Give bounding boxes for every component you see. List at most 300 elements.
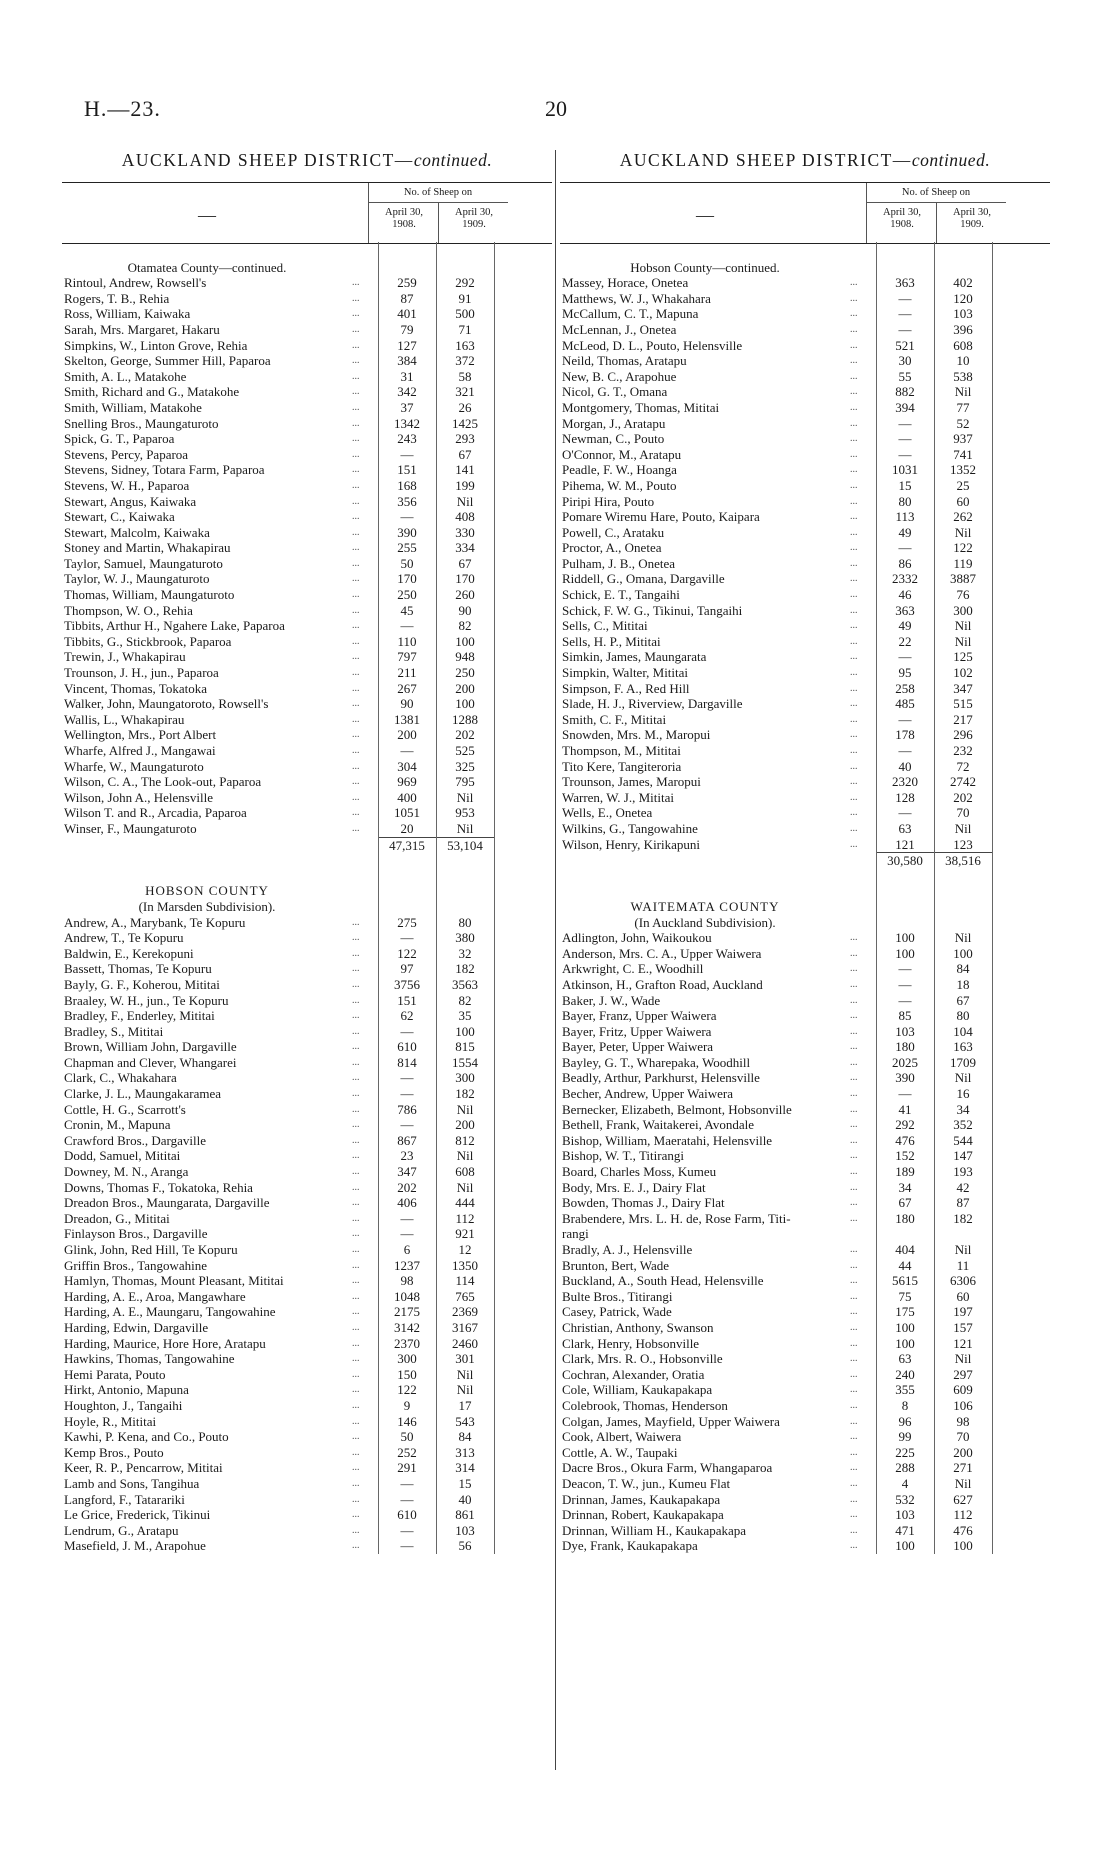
leader-dots: ... bbox=[850, 1493, 858, 1505]
sheep-1909: 18 bbox=[956, 976, 970, 992]
leader-dots: ... bbox=[850, 1509, 858, 1521]
sheep-1909: 193 bbox=[953, 1164, 973, 1180]
leader-dots: ... bbox=[352, 1540, 360, 1552]
owner-name: Thomas, William, Maungaturoto bbox=[64, 587, 235, 603]
leader-dots: ... bbox=[352, 978, 360, 990]
sheep-1908: — bbox=[400, 618, 414, 634]
table-row bbox=[62, 727, 552, 743]
owner-name: McLeod, D. L., Pouto, Helensville bbox=[562, 337, 743, 353]
owner-name: Schick, E. T., Tangaihi bbox=[562, 587, 680, 603]
owner-name: Wilson, C. A., The Look-out, Paparoa bbox=[64, 774, 262, 790]
owner-name: Smith, Richard and G., Matakohe bbox=[64, 384, 240, 400]
right-table-header bbox=[560, 182, 1050, 244]
sheep-1909: Nil bbox=[954, 384, 972, 400]
header-group: No. of Sheep on bbox=[403, 187, 473, 198]
sheep-1909: 163 bbox=[953, 1039, 973, 1055]
table-row bbox=[560, 977, 1050, 993]
table-row bbox=[62, 1538, 552, 1554]
owner-name: Neild, Thomas, Aratapu bbox=[562, 353, 687, 369]
sheep-1908: 390 bbox=[397, 524, 417, 540]
table-row bbox=[62, 961, 552, 977]
sheep-1909: 163 bbox=[455, 337, 475, 353]
leader-dots: ... bbox=[352, 589, 360, 601]
header-col-1909: April 30, 1909. bbox=[953, 207, 991, 230]
sheep-1909: 795 bbox=[455, 774, 475, 790]
leader-dots: ... bbox=[850, 1197, 858, 1209]
leader-dots: ... bbox=[850, 433, 858, 445]
sheep-1908: 355 bbox=[895, 1382, 915, 1398]
owner-name: Le Grice, Frederick, Tikinui bbox=[64, 1507, 211, 1523]
sheep-1909: 147 bbox=[953, 1148, 973, 1164]
leader-dots: ... bbox=[352, 1306, 360, 1318]
table-row bbox=[62, 915, 552, 931]
leader-dots: ... bbox=[850, 760, 858, 772]
sheep-1908: — bbox=[400, 1023, 414, 1039]
sheep-1908: — bbox=[898, 961, 912, 977]
sheep-1908: — bbox=[400, 1475, 414, 1491]
table-row bbox=[62, 1460, 552, 1476]
leader-dots: ... bbox=[352, 1119, 360, 1131]
leader-dots: ... bbox=[850, 604, 858, 616]
table-row bbox=[560, 353, 1050, 369]
owner-name: Matthews, W. J., Whakahara bbox=[562, 290, 711, 306]
sheep-1909: 100 bbox=[455, 1023, 475, 1039]
sheep-1909: 232 bbox=[953, 743, 973, 758]
leader-dots: ... bbox=[850, 1119, 858, 1131]
leader-dots: ... bbox=[850, 417, 858, 429]
table-row bbox=[62, 291, 552, 307]
sheep-1909: Nil bbox=[954, 524, 972, 540]
leader-dots: ... bbox=[352, 1337, 360, 1349]
owner-name: Wilson T. and R., Arcadia, Paparoa bbox=[64, 805, 247, 821]
sheep-1909: 6306 bbox=[950, 1273, 976, 1289]
total-1908: 47,315 bbox=[378, 837, 436, 854]
leader-dots: ... bbox=[352, 682, 360, 694]
leader-dots: ... bbox=[352, 1509, 360, 1521]
owner-name: Sells, C., Mititai bbox=[562, 618, 648, 634]
leader-dots: ... bbox=[850, 1181, 858, 1193]
leader-dots: ... bbox=[352, 698, 360, 710]
sheep-1909: Nil bbox=[954, 930, 972, 946]
leader-dots: ... bbox=[352, 557, 360, 569]
table-row bbox=[62, 462, 552, 478]
sheep-1908: 404 bbox=[895, 1242, 915, 1257]
owner-name: Brunton, Bert, Wade bbox=[562, 1257, 670, 1273]
table-row bbox=[560, 1258, 1050, 1274]
table-row bbox=[560, 1164, 1050, 1180]
owner-name: Cottle, H. G., Scarrott's bbox=[64, 1101, 186, 1117]
leader-dots: ... bbox=[352, 386, 360, 398]
sheep-1908: 23 bbox=[400, 1148, 414, 1164]
sheep-1908: 113 bbox=[895, 509, 915, 525]
sheep-1908: 225 bbox=[895, 1444, 915, 1460]
leader-dots: ... bbox=[850, 1306, 858, 1318]
sheep-1909: 80 bbox=[956, 1008, 970, 1024]
table-row bbox=[560, 338, 1050, 354]
sheep-1908: 86 bbox=[898, 555, 912, 571]
table-row bbox=[62, 369, 552, 385]
sheep-1909: 2742 bbox=[950, 774, 976, 790]
leader-dots: ... bbox=[352, 1134, 360, 1146]
owner-name: Clarke, J. L., Maungakaramea bbox=[64, 1086, 222, 1102]
sheep-1908: — bbox=[898, 805, 912, 821]
table-row bbox=[560, 540, 1050, 556]
table-row bbox=[560, 1070, 1050, 1086]
leader-dots: ... bbox=[850, 1321, 858, 1333]
sheep-1908: 1031 bbox=[892, 462, 918, 478]
table-row bbox=[62, 1336, 552, 1352]
sheep-1909: 543 bbox=[455, 1413, 475, 1429]
table-row bbox=[560, 1117, 1050, 1133]
sheep-1909: 119 bbox=[953, 555, 973, 571]
owner-name: Glink, John, Red Hill, Te Kopuru bbox=[64, 1242, 238, 1257]
sheep-1908: 521 bbox=[895, 337, 915, 353]
column-rule bbox=[992, 242, 993, 1554]
table-row bbox=[62, 1258, 552, 1274]
sheep-1909: 200 bbox=[455, 1117, 475, 1133]
sheep-1908: 2025 bbox=[892, 1054, 918, 1070]
leader-dots: ... bbox=[352, 932, 360, 944]
table-row bbox=[560, 774, 1050, 790]
sheep-1909: 17 bbox=[458, 1397, 472, 1413]
sheep-1909: 1709 bbox=[950, 1054, 976, 1070]
sheep-1909: 104 bbox=[953, 1023, 973, 1039]
leader-dots: ... bbox=[352, 807, 360, 819]
leader-dots: ... bbox=[352, 292, 360, 304]
sheep-1908: 202 bbox=[397, 1179, 417, 1195]
sheep-1909: 2369 bbox=[452, 1304, 478, 1320]
sheep-1908: 22 bbox=[898, 633, 912, 649]
leader-dots: ... bbox=[352, 729, 360, 741]
table-row bbox=[560, 712, 1050, 728]
sheep-1909: 98 bbox=[956, 1413, 970, 1429]
leader-dots: ... bbox=[352, 479, 360, 491]
table-row bbox=[62, 338, 552, 354]
leader-dots: ... bbox=[352, 1041, 360, 1053]
sheep-1908: 99 bbox=[898, 1429, 912, 1445]
sheep-1908: 62 bbox=[400, 1008, 414, 1024]
leader-dots: ... bbox=[850, 277, 858, 289]
owner-name: Kemp Bros., Pouto bbox=[64, 1444, 164, 1460]
sheep-1908: — bbox=[898, 540, 912, 556]
section-heading: HOBSON COUNTY bbox=[145, 883, 269, 899]
owner-name: Stevens, Sidney, Totara Farm, Paparoa bbox=[64, 462, 265, 478]
table-row bbox=[62, 275, 552, 291]
owner-name: Arkwright, C. E., Woodhill bbox=[562, 961, 704, 977]
sheep-1908: 250 bbox=[397, 587, 417, 603]
owner-name: Harding, Maurice, Hore Hore, Aratapu bbox=[64, 1335, 266, 1351]
table-row bbox=[560, 1289, 1050, 1305]
sheep-1909: 84 bbox=[956, 961, 970, 977]
sheep-1909: 260 bbox=[455, 587, 475, 603]
leader-dots: ... bbox=[352, 620, 360, 632]
sheep-1908: 96 bbox=[898, 1413, 912, 1429]
header-rule bbox=[368, 202, 508, 203]
leader-dots: ... bbox=[850, 1025, 858, 1037]
sheep-1908: 258 bbox=[895, 680, 915, 696]
sheep-1908: 356 bbox=[397, 493, 417, 509]
sheep-1908: 40 bbox=[898, 758, 912, 774]
sheep-1909: 250 bbox=[455, 665, 475, 681]
sheep-1909: 182 bbox=[455, 961, 475, 977]
table-row bbox=[62, 1492, 552, 1508]
leader-dots: ... bbox=[850, 713, 858, 725]
owner-name: Dodd, Samuel, Mititai bbox=[64, 1148, 181, 1164]
leader-dots: ... bbox=[352, 713, 360, 725]
leader-dots: ... bbox=[850, 1056, 858, 1068]
table-row bbox=[560, 1102, 1050, 1118]
owner-name: Drinnan, William H., Kaukapakapa bbox=[562, 1522, 747, 1538]
table-row bbox=[560, 805, 1050, 821]
left-rows bbox=[62, 244, 552, 1554]
leader-dots: ... bbox=[850, 822, 858, 834]
leader-dots: ... bbox=[850, 1041, 858, 1053]
owner-name: rangi bbox=[562, 1226, 589, 1242]
table-row bbox=[560, 478, 1050, 494]
sheep-1909: 948 bbox=[455, 649, 475, 665]
owner-name: Spick, G. T., Paparoa bbox=[64, 431, 175, 447]
sheep-1909: Nil bbox=[456, 789, 474, 805]
table-row bbox=[560, 961, 1050, 977]
right-rows bbox=[560, 244, 1050, 1554]
leader-dots: ... bbox=[850, 776, 858, 788]
owner-name: Sells, H. P., Mititai bbox=[562, 633, 661, 649]
owner-name: Masefield, J. M., Arapohue bbox=[64, 1538, 206, 1554]
sheep-1909: 202 bbox=[953, 789, 973, 805]
sheep-1909: 347 bbox=[953, 680, 973, 696]
sheep-1908: — bbox=[400, 1210, 414, 1226]
sheep-1909: 334 bbox=[455, 540, 475, 556]
sheep-1909: 627 bbox=[953, 1491, 973, 1507]
sheep-1908: 80 bbox=[898, 493, 912, 509]
header-rule bbox=[866, 202, 1006, 203]
sheep-1909: 26 bbox=[458, 399, 472, 415]
table-row bbox=[560, 462, 1050, 478]
leader-dots: ... bbox=[352, 277, 360, 289]
sheep-1909: 402 bbox=[953, 275, 973, 291]
sheep-1908: 390 bbox=[895, 1070, 915, 1086]
leader-dots: ... bbox=[850, 1477, 858, 1489]
sheep-1908: 211 bbox=[397, 665, 417, 681]
sheep-1908: 292 bbox=[895, 1117, 915, 1133]
owner-name: Stoney and Martin, Whakapirau bbox=[64, 540, 231, 556]
leader-dots: ... bbox=[850, 994, 858, 1006]
sheep-1908: 85 bbox=[898, 1008, 912, 1024]
owner-name: Skelton, George, Summer Hill, Paparoa bbox=[64, 353, 271, 369]
leader-dots: ... bbox=[850, 386, 858, 398]
leader-dots: ... bbox=[352, 822, 360, 834]
leader-dots: ... bbox=[850, 947, 858, 959]
owner-name: O'Connor, M., Aratapu bbox=[562, 446, 682, 462]
table-row bbox=[62, 1164, 552, 1180]
leader-dots: ... bbox=[352, 401, 360, 413]
owner-name: Powell, C., Arataku bbox=[562, 524, 665, 540]
section-heading: Otamatea County—continued. bbox=[127, 259, 287, 275]
leader-dots: ... bbox=[352, 1477, 360, 1489]
sheep-1908: — bbox=[400, 1491, 414, 1507]
sheep-1909: 608 bbox=[455, 1164, 475, 1180]
sheep-1908: 189 bbox=[895, 1164, 915, 1180]
sheep-1908: 9 bbox=[403, 1397, 411, 1413]
owner-name: Tito Kere, Tangiteroria bbox=[562, 758, 682, 774]
sheep-1908: 100 bbox=[895, 1319, 915, 1335]
leader-dots: ... bbox=[850, 698, 858, 710]
leader-dots: ... bbox=[850, 932, 858, 944]
sheep-1908: 394 bbox=[895, 399, 915, 415]
sheep-1909: 114 bbox=[455, 1273, 475, 1289]
leader-dots: ... bbox=[352, 1150, 360, 1162]
sheep-1909: 34 bbox=[956, 1101, 970, 1117]
table-row bbox=[560, 1398, 1050, 1414]
leader-dots: ... bbox=[352, 776, 360, 788]
leader-dots: ... bbox=[850, 1088, 858, 1100]
sheep-1908: 122 bbox=[397, 945, 417, 961]
table-row bbox=[62, 525, 552, 541]
owner-name: Smith, A. L., Matakohe bbox=[64, 368, 187, 384]
sheep-1908: 304 bbox=[397, 758, 417, 774]
sheep-1908: 67 bbox=[898, 1195, 912, 1211]
leader-dots: ... bbox=[352, 448, 360, 460]
sheep-1908: 50 bbox=[400, 555, 414, 571]
owner-name: Christian, Anthony, Swanson bbox=[562, 1319, 714, 1335]
page-code: H.—23. bbox=[84, 96, 161, 121]
owner-name: Bayer, Peter, Upper Waiwera bbox=[562, 1039, 714, 1055]
sheep-1908: 384 bbox=[397, 353, 417, 369]
sheep-1909: 16 bbox=[956, 1086, 970, 1102]
leader-dots: ... bbox=[850, 791, 858, 803]
sheep-1909: 123 bbox=[953, 836, 973, 852]
header-divider bbox=[438, 202, 439, 243]
sheep-1908: 103 bbox=[895, 1023, 915, 1039]
sheep-1909: 325 bbox=[455, 758, 475, 774]
owner-name: Simkin, James, Maungarata bbox=[562, 649, 707, 665]
owner-name: Smith, C. F., Mititai bbox=[562, 711, 667, 727]
table-row bbox=[62, 1195, 552, 1211]
leader-dots: ... bbox=[850, 401, 858, 413]
right-column-title bbox=[560, 150, 1050, 176]
table-row bbox=[560, 1242, 1050, 1258]
table-row bbox=[560, 1008, 1050, 1024]
table-row bbox=[62, 790, 552, 806]
owner-name: Thompson, M., Mititai bbox=[562, 743, 681, 758]
sheep-1909: 300 bbox=[455, 1070, 475, 1086]
sheep-1908: — bbox=[400, 930, 414, 946]
sheep-1908: 152 bbox=[895, 1148, 915, 1164]
table-row bbox=[560, 993, 1050, 1009]
owner-name: Simpkins, W., Linton Grove, Rehia bbox=[64, 337, 248, 353]
sheep-1908: 63 bbox=[898, 1351, 912, 1367]
owner-name: Bayly, G. F., Koherou, Mititai bbox=[64, 976, 220, 992]
table-row bbox=[62, 1133, 552, 1149]
sheep-1908: 2175 bbox=[394, 1304, 420, 1320]
column-rule bbox=[876, 242, 877, 1554]
owner-name: Wilson, Henry, Kirikapuni bbox=[562, 836, 700, 852]
sheep-1909: Nil bbox=[954, 1242, 972, 1257]
owner-name: Riddell, G., Omana, Dargaville bbox=[562, 571, 725, 587]
table-row bbox=[560, 1055, 1050, 1071]
sheep-1909: 56 bbox=[458, 1538, 472, 1554]
leader-dots: ... bbox=[850, 464, 858, 476]
sheep-1909: 372 bbox=[455, 353, 475, 369]
sheep-1909: 3563 bbox=[452, 976, 478, 992]
leader-dots: ... bbox=[352, 947, 360, 959]
sheep-1909: 1554 bbox=[452, 1054, 478, 1070]
table-row bbox=[560, 1086, 1050, 1102]
table-row bbox=[560, 322, 1050, 338]
leader-dots: ... bbox=[352, 495, 360, 507]
table-row bbox=[560, 1460, 1050, 1476]
leader-dots: ... bbox=[850, 1072, 858, 1084]
owner-name: Stevens, W. H., Paparoa bbox=[64, 477, 190, 493]
table-row bbox=[560, 1351, 1050, 1367]
owner-name: Montgomery, Thomas, Mititai bbox=[562, 399, 720, 415]
table-row bbox=[560, 1024, 1050, 1040]
owner-name: Hoyle, R., Mititai bbox=[64, 1413, 157, 1429]
sheep-1908: — bbox=[400, 1070, 414, 1086]
owner-name: Morgan, J., Aratapu bbox=[562, 415, 666, 431]
sheep-1909: Nil bbox=[954, 820, 972, 836]
leader-dots: ... bbox=[850, 729, 858, 741]
leader-dots: ... bbox=[352, 1181, 360, 1193]
sheep-1908: — bbox=[898, 992, 912, 1008]
sheep-1908: 127 bbox=[397, 337, 417, 353]
owner-name: Walker, John, Maungatoroto, Rowsell's bbox=[64, 696, 269, 712]
sheep-1909: 2460 bbox=[452, 1335, 478, 1351]
sheep-1908: — bbox=[400, 1522, 414, 1538]
leader-dots: ... bbox=[352, 1290, 360, 1302]
leader-dots: ... bbox=[850, 978, 858, 990]
section-heading: WAITEMATA COUNTY bbox=[630, 898, 780, 914]
sheep-1909: 121 bbox=[953, 1335, 973, 1351]
sheep-1909: 103 bbox=[455, 1522, 475, 1538]
owner-name: Hawkins, Thomas, Tangowahine bbox=[64, 1351, 235, 1367]
leader-dots: ... bbox=[352, 916, 360, 928]
leader-dots: ... bbox=[352, 355, 360, 367]
owner-name: Cottle, A. W., Taupaki bbox=[562, 1444, 678, 1460]
table-row bbox=[560, 837, 1050, 853]
leader-dots: ... bbox=[352, 1399, 360, 1411]
table-row bbox=[560, 1382, 1050, 1398]
leader-dots: ... bbox=[850, 355, 858, 367]
owner-name: Massey, Horace, Onetea bbox=[562, 275, 689, 291]
table-row bbox=[62, 977, 552, 993]
spacer bbox=[560, 883, 1050, 899]
spacer bbox=[62, 244, 552, 260]
sheep-1909: 60 bbox=[956, 493, 970, 509]
sheep-1908: 49 bbox=[898, 524, 912, 540]
leader-dots: ... bbox=[352, 791, 360, 803]
leader-dots: ... bbox=[850, 1166, 858, 1178]
sheep-1909: 103 bbox=[953, 306, 973, 322]
owner-name: Winser, F., Maungaturoto bbox=[64, 820, 197, 836]
sheep-1909: 538 bbox=[953, 368, 973, 384]
table-row bbox=[560, 759, 1050, 775]
leader-dots: ... bbox=[352, 1321, 360, 1333]
sheep-1908: 151 bbox=[397, 462, 417, 478]
sheep-1908: 180 bbox=[895, 1039, 915, 1055]
sheep-1908: — bbox=[898, 976, 912, 992]
sheep-1908: 786 bbox=[397, 1101, 417, 1117]
sheep-1908: — bbox=[400, 1086, 414, 1102]
owner-name: Downey, M. N., Aranga bbox=[64, 1164, 189, 1180]
owner-name: Andrew, T., Te Kopuru bbox=[64, 930, 184, 946]
table-row bbox=[62, 1039, 552, 1055]
owner-name: Piripi Hira, Pouto bbox=[562, 493, 655, 509]
table-row bbox=[560, 1492, 1050, 1508]
sheep-1909: 80 bbox=[458, 914, 472, 930]
sheep-1909: 67 bbox=[458, 446, 472, 462]
sheep-1908: 121 bbox=[895, 836, 915, 852]
